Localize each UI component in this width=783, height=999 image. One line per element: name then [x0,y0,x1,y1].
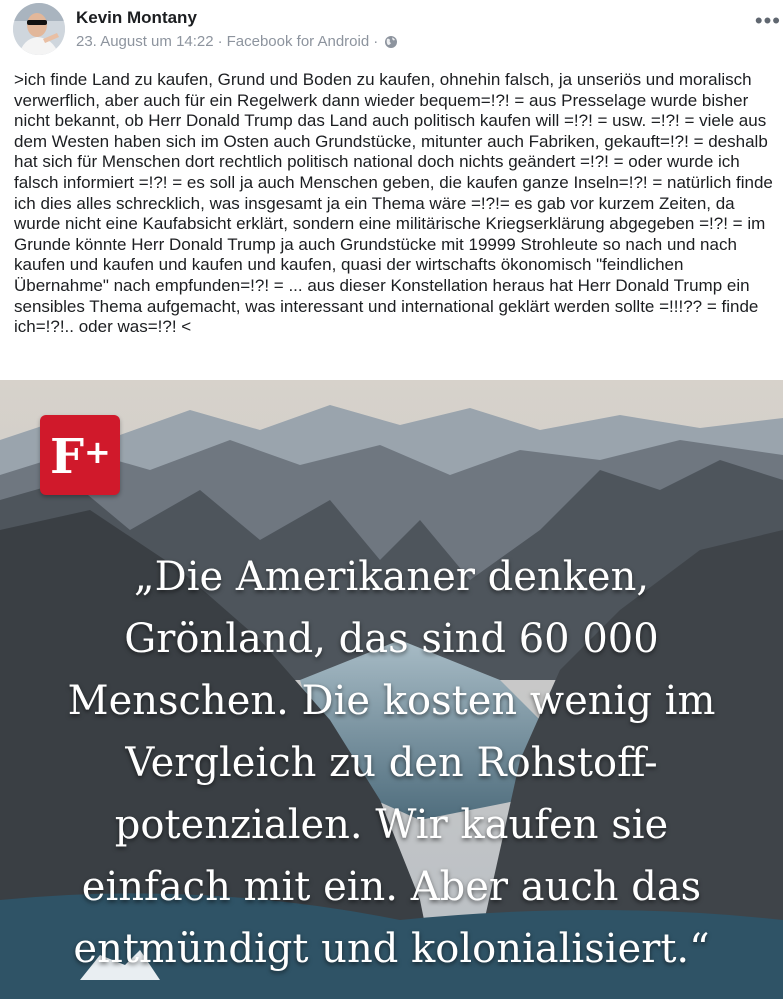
post-text: >ich finde Land zu kaufen, Grund und Boden zu kaufen, ohnehin falsch, ja unseriös und moralisch verwerflich, aber auch für ein Regelwerk dann wieder bequem=!?! = aus Presselage wurde bisher nicht bekannt, ob Herr Donald Trump das Land auch politisch kaufen will =!?! = usw. =!?! = viele aus dem Westen haben sich im Osten auch Grundstücke, mitunter auch Fabriken, gekauft=!?! = deshalb hat sich für Menschen dort rechtlich politisch national doch nichts geändert =!?! = oder wurde ich falsch informiert =!?! = es soll ja auch Menschen geben, die kaufen ganze Inseln=!?! = natürlich finde ich dies alles schrecklich, was insgesamt ja ein Thema wäre =!?!= es gab vor kurzem Zeiten, da wurde nicht eine Kaufabsicht erklärt, sondern eine militärische Kriegserklärung abgegeben =!?! = im Grunde könnte Herr Donald Trump ja auch Grundstücke mit 19999 Strohleute so nach und nach kaufen und kaufen und kaufen und kaufen, quasi der wirtschafts ökonomisch "feindlichen Übernahme" nach empfunden=!?! = ... aus dieser Konstellation heraus hat Herr Donald Trump ein sensibles Thema aufgemacht, was interessant und international geklärt werden sollte =!!!?? = finde ich=!?!.. oder was=!?! < [14,70,773,337]
quote-line: „Die Amerikaner denken, [133,554,650,600]
quote-line: entmündigt und kolonialisiert.“ [73,926,710,972]
quote-line: Grönland, das sind 60 000 [124,616,659,662]
avatar[interactable] [13,3,65,55]
meta-separator: · [217,33,223,50]
f-plus-logo-mark [40,415,120,495]
meta-separator-2: · [373,33,379,50]
quote-line: potenzialen. Wir kaufen sie [114,802,669,848]
more-options-icon[interactable]: ••• [754,8,781,33]
svg-text:+: + [84,433,111,471]
avatar-photo [13,3,65,55]
post-source: Facebook for Android [226,33,370,50]
globe-icon[interactable] [384,35,398,49]
post-meta [76,33,398,50]
author-name[interactable]: Kevin Montany [76,8,197,27]
post-image[interactable] [0,380,783,999]
quote-line: Vergleich zu den Rohstoff- [125,740,658,786]
post-header [0,0,783,62]
quote-text [0,546,783,980]
post-date[interactable]: 23. August um 14:22 [76,33,214,50]
quote-line: einfach mit ein. Aber auch das [81,864,702,910]
f-plus-logo [40,415,120,495]
svg-text:F: F [50,429,85,485]
quote-line: Menschen. Die kosten wenig im [67,678,716,724]
